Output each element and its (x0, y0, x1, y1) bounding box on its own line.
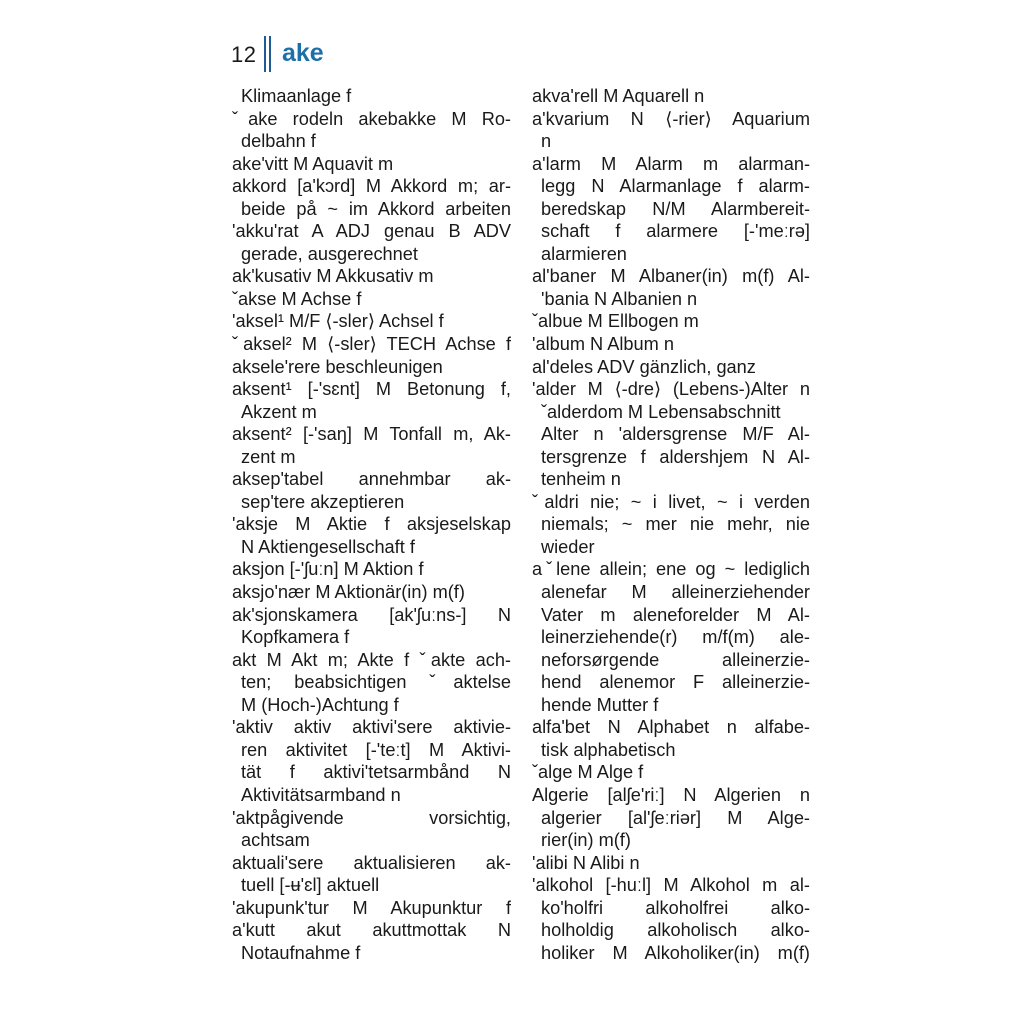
dictionary-line: 'akupunk'tur M Akupunktur f (232, 897, 511, 918)
dictionary-line: ˇake rodeln akebakke M Ro- (232, 108, 511, 129)
dictionary-line: achtsam (241, 830, 310, 851)
dictionary-line: Vater m aleneforelder M Al- (541, 604, 810, 625)
dictionary-line: ak'sjonskamera [ak'ʃuːns-] N (232, 604, 511, 625)
dictionary-line: 'aksel¹ M/F ⟨-sler⟩ Achsel f (232, 311, 444, 332)
dictionary-line: Kopfkamera f (241, 627, 350, 648)
dictionary-line: 'alder M ⟨-dre⟩ (Lebens-)Alter n (532, 379, 810, 400)
dictionary-line: rier(in) m(f) (541, 830, 631, 851)
dictionary-line: 'album N Album n (532, 334, 674, 355)
dictionary-line: Aktivitätsarmband n (241, 784, 401, 805)
dictionary-line: ˇaksel² M ⟨-sler⟩ TECH Achse f (232, 334, 511, 355)
dictionary-line: n (541, 131, 552, 152)
dictionary-line: 'alkohol [-huːl] M Alkohol m al- (532, 875, 810, 896)
dictionary-line: Algerie [alʃe'riː] N Algerien n (532, 784, 810, 805)
dictionary-line: algerier [al'ʃeːriər] M Alge- (541, 807, 810, 828)
dictionary-line: hende Mutter f (541, 694, 659, 715)
dictionary-line: ake'vitt M Aquavit m (232, 153, 394, 174)
dictionary-line: beide på ~ im Akkord arbeiten (241, 198, 511, 219)
dictionary-line: ren aktivitet [-'teːt] M Aktivi- (241, 739, 511, 760)
dictionary-line: a'kvarium N ⟨-rier⟩ Aquarium (532, 108, 810, 129)
dictionary-line: 'bania N Albanien n (541, 288, 698, 309)
dictionary-line: aksent¹ [-'sɛnt] M Betonung f, (232, 379, 511, 400)
dictionary-line: alarmieren (541, 243, 627, 264)
right-column (532, 85, 810, 964)
dictionary-line: delbahn f (241, 131, 316, 152)
dictionary-line: alenefar M alleinerziehender (541, 582, 810, 603)
dictionary-line: akkord [a'kɔrd] M Akkord m; ar- (232, 176, 511, 197)
dictionary-line: ten; beabsichtigen ˇaktelse (241, 672, 511, 693)
page-number: 12 (231, 42, 257, 67)
dictionary-line: ˇakse M Achse f (232, 288, 362, 309)
dictionary-line: ˇalge M Alge f (532, 762, 644, 783)
dictionary-line: holholdig alkoholisch alko- (541, 920, 810, 941)
dictionary-line: 'alibi N Alibi n (532, 852, 640, 873)
dictionary-line: tenheim n (541, 469, 621, 490)
dictionary-line: aktuali'sere aktualisieren ak- (232, 852, 511, 873)
dictionary-line: wieder (541, 536, 595, 557)
dictionary-line: alfa'bet N Alphabet n alfabe- (532, 717, 810, 738)
dictionary-line: al'baner M Albaner(in) m(f) Al- (532, 266, 810, 287)
dictionary-line: 'aktpågivende vorsichtig, (232, 807, 511, 828)
dictionary-line: Alter n 'aldersgrense M/F Al- (541, 424, 810, 445)
dictionary-line: al'deles ADV gänzlich, ganz (532, 356, 756, 377)
dictionary-line: tersgrenze f aldershjem N Al- (541, 446, 810, 467)
dictionary-line: aksjon [-'ʃuːn] M Aktion f (232, 559, 424, 580)
dictionary-line: akt M Akt m; Akte f ˇakte ach- (232, 649, 511, 670)
dictionary-line: ˇaldri nie; ~ i livet, ~ i verden (532, 491, 810, 512)
dictionary-line: aksent² [-'saŋ] M Tonfall m, Ak- (232, 424, 511, 445)
dictionary-line: ak'kusativ M Akkusativ m (232, 266, 434, 287)
dictionary-line: legg N Alarmanlage f alarm- (541, 176, 810, 197)
dictionary-line: zent m (241, 446, 296, 467)
dictionary-line: 'aktiv aktiv aktivi'sere aktivie- (232, 717, 511, 738)
dictionary-line: a'larm M Alarm m alarman- (532, 153, 810, 174)
dictionary-line: schaft f alarmere [-'meːrə] (541, 221, 810, 242)
dictionary-line: Notaufnahme f (241, 942, 361, 963)
left-column (232, 85, 511, 964)
dictionary-line: leinerziehende(r) m/f(m) ale- (541, 627, 810, 648)
dictionary-line: tuell [-ʉ'ɛl] aktuell (241, 875, 380, 896)
dictionary-line: tät f aktivi'tetsarmbånd N (241, 762, 511, 783)
dictionary-line: 'akku'rat A ADJ genau B ADV (232, 221, 511, 242)
dictionary-line: tisk alphabetisch (541, 739, 676, 760)
dictionary-line: 'aksje M Aktie f aksjeselskap (232, 514, 511, 535)
dictionary-line: ˇalbue M Ellbogen m (532, 311, 699, 332)
dictionary-line: N Aktiengesellschaft f (241, 536, 415, 557)
dictionary-line: ˇalderdom M Lebensabschnitt (541, 401, 781, 422)
header-double-rule (264, 36, 272, 72)
running-headword: ake (282, 39, 324, 67)
dictionary-line: sep'tere akzeptieren (241, 491, 405, 512)
dictionary-line: aksep'tabel annehmbar ak- (232, 469, 511, 490)
dictionary-line: holiker M Alkoholiker(in) m(f) (541, 942, 810, 963)
dictionary-line: gerade, ausgerechnet (241, 243, 418, 264)
dictionary-line: niemals; ~ mer nie mehr, nie (541, 514, 810, 535)
dictionary-line: hend alenemor F alleinerzie- (541, 672, 810, 693)
dictionary-line: a'kutt akut akuttmottak N (232, 920, 511, 941)
dictionary-line: aˇlene allein; ene og ~ lediglich (532, 559, 810, 580)
dictionary-line: beredskap N/M Alarmbereit- (541, 198, 810, 219)
dictionary-line: neforsørgende alleinerzie- (541, 649, 810, 670)
dictionary-line: aksele'rere beschleunigen (232, 356, 443, 377)
dictionary-line: Klimaanlage f (241, 86, 352, 106)
dictionary-line: ko'holfri alkoholfrei alko- (541, 897, 810, 918)
dictionary-line: aksjo'nær M Aktionär(in) m(f) (232, 582, 465, 603)
dictionary-line: akva'rell M Aquarell n (532, 86, 705, 106)
dictionary-line: M (Hoch-)Achtung f (241, 694, 399, 715)
dictionary-line: Akzent m (241, 401, 317, 422)
